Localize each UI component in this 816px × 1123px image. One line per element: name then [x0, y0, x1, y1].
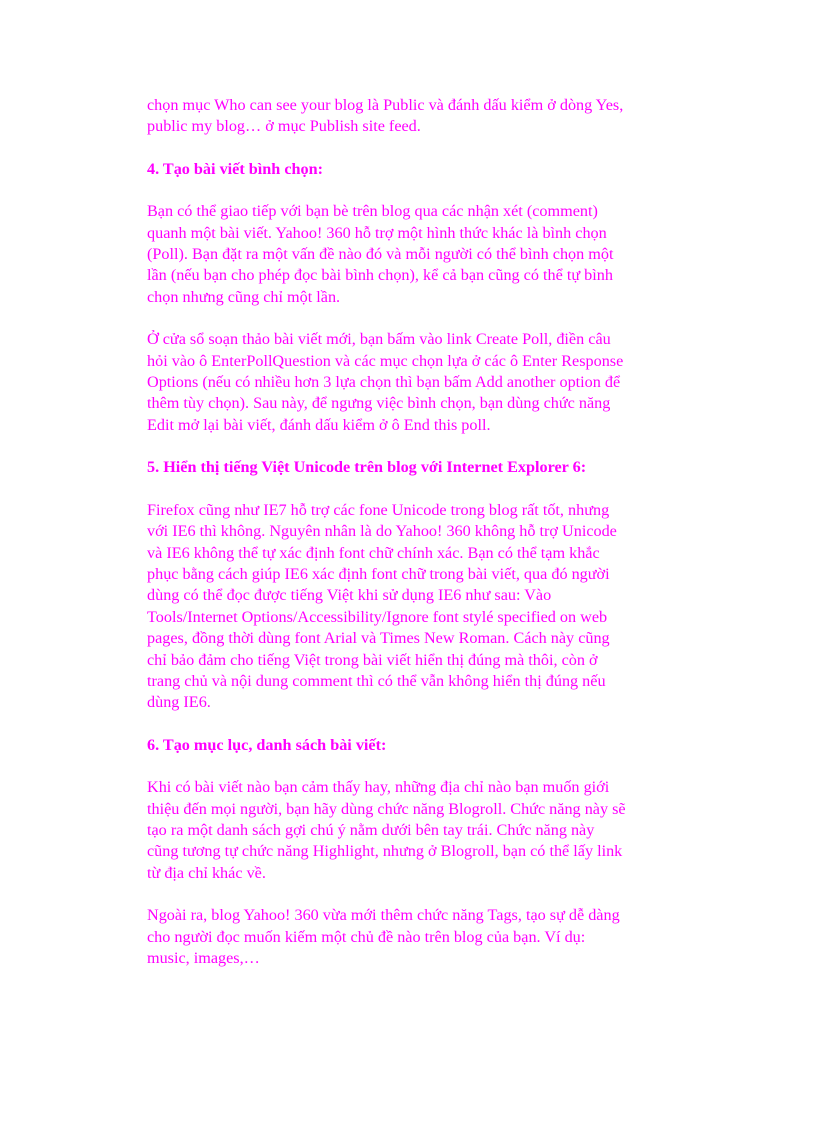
paragraph-create-poll: Ở cửa sổ soạn thảo bài viết mới, bạn bấm vào link Create Poll, điền câu hỏi vào ô EnterPollQuestion và các mục chọn lựa ở các ô Enter Response Options (nếu có nhiều hơn 3 lựa chọn thì bạn bấm Add another option để thêm tùy chọn). Sau này, để ngưng việc bình chọn, bạn dùng chức năng Edit mở lại bài viết, đánh dấu kiểm ở ô End this poll. — [147, 330, 624, 434]
heading-unicode-ie6: 5. Hiển thị tiếng Việt Unicode trên blog với Internet Explorer 6: — [147, 458, 587, 477]
paragraph-tags: Ngoài ra, blog Yahoo! 360 vừa mới thêm chức năng Tags, tạo sự dễ dàng cho người đọc muốn kiếm một chủ đề nào trên blog của bạn. Ví dụ: music, images,… — [147, 906, 620, 967]
heading-blogroll: 6. Tạo mục lục, danh sách bài viết: — [147, 735, 387, 754]
paragraph-blogroll: Khi có bài viết nào bạn cảm thấy hay, những địa chỉ nào bạn muốn giới thiệu đến mọi người, bạn hãy dùng chức năng Blogroll. Chức năng này sẽ tạo ra một danh sách gợi chú ý nằm dưới bên tay trái. Chức năng này cũng tương tự chức năng Highlight, nhưng ở Blogroll, bạn có thể lấy link từ địa chỉ khác về. — [147, 778, 626, 882]
paragraph-unicode-ie6: Firefox cũng như IE7 hỗ trợ các fone Unicode trong blog rất tốt, nhưng với IE6 thì không. Nguyên nhân là do Yahoo! 360 không hỗ trợ Unicode và IE6 không thể tự xác định font chữ chính xác. Bạn có thể tạm khắc phục bằng cách giúp IE6 xác định font chữ trong bài viết, qua đó người dùng có thể đọc được tiếng Việt khi sử dụng IE6 như sau: Vào Tools/Internet Options/Accessibility/Ignore font stylé specified on web pages, đồng thời dùng font Arial và Times New Roman. Cách này cũng chỉ bảo đảm cho tiếng Việt trong bài viết hiển thị đúng mà thôi, còn ở trang chủ và nội dung comment thì có thể vẫn không hiển thị đúng nếu dùng IE6. — [147, 500, 617, 712]
paragraph-blog-visibility: chọn mục Who can see your blog là Public và đánh dấu kiểm ở dòng Yes, public my blog… ở mục Publish site feed. — [147, 96, 624, 136]
paragraph-poll-intro: Bạn có thể giao tiếp với bạn bè trên blog qua các nhận xét (comment) quanh một bài viết. Yahoo! 360 hỗ trợ một hình thức khác là bình chọn (Poll). Bạn đặt ra một vấn đề nào đó và mỗi người có thể bình chọn một lần (nếu bạn cho phép đọc bài bình chọn), kể cả bạn cũng có thể tự bình chọn nhưng cũng chỉ một lần. — [147, 202, 614, 306]
document-page — [147, 95, 677, 990]
heading-poll: 4. Tạo bài viết bình chọn: — [147, 159, 324, 178]
